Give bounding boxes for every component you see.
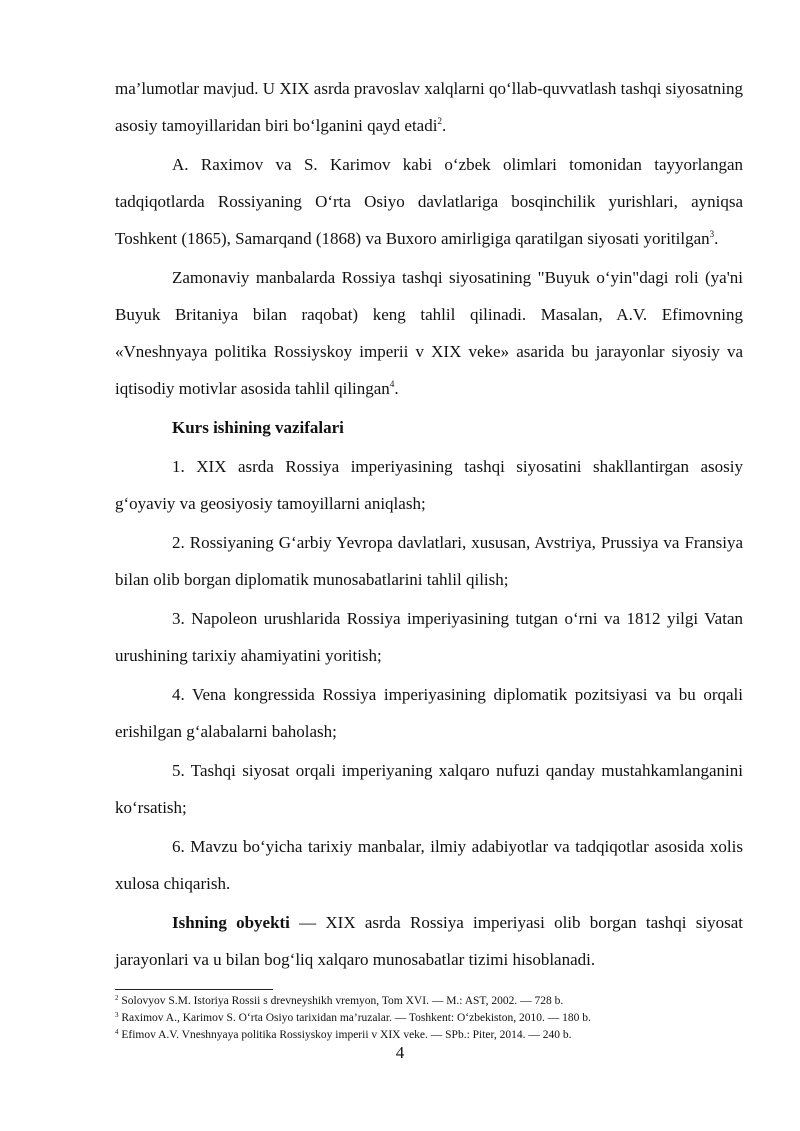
- section-heading: Kurs ishining vazifalari: [172, 418, 344, 437]
- page-number: 4: [395, 1043, 405, 1062]
- paragraph-1: ma’lumotlar mavjud. U XIX asrda pravoslav xalqlarni qo‘llab-quvvatlash tashqi siyosatning asosiy tamoyillaridan biri bo‘lganini qayd etadi$^2$.: [115, 79, 743, 135]
- task-item-6: 6. Mavzu bo‘yicha tarixiy manbalar, ilmiy adabiyotlar va tadqiqotlar asosida xolis xulosa chiqarish.: [115, 837, 743, 893]
- task-item-2: 2. Rossiyaning G‘arbiy Yevropa davlatlari, xususan, Avstriya, Prussiya va Fransiya bilan olib borgan diplomatik munosabatlarini tahlil qilish;: [115, 533, 743, 589]
- task-item-4: 4. Vena kongressida Rossiya imperiyasining diplomatik pozitsiyasi va bu orqali erishilgan g‘alabalarni baholash;: [115, 685, 743, 741]
- task-item-3: 3. Napoleon urushlarida Rossiya imperiyasining tutgan o‘rni va 1812 yilgi Vatan urushining tarixiy ahamiyatini yoritish;: [115, 609, 743, 665]
- task-item-1: 1. XIX asrda Rossiya imperiyasining tashqi siyosatini shakllantirgan asosiy g‘oyaviy va geosiyosiy tamoyillarni aniqlash;: [115, 457, 743, 513]
- footnote-ref-2: 2: [437, 116, 442, 126]
- footnote-3: $^3$ Raximov A., Karimov S. O‘rta Osiyo tarixidan ma’ruzalar. — Toshkent: O‘zbekiston, 2010. — 180 b.: [115, 1011, 591, 1024]
- paragraph-2: A. Raximov va S. Karimov kabi o‘zbek olimlari tomonidan tayyorlangan tadqiqotlarda Rossiyaning O‘rta Osiyo davlatlariga bosqinchilik yurishlari, ayniqsa Toshkent (1865), Samarqand (1868) va Buxoro amirligiga qaratilgan siyosati yoritilgan$^3$.: [115, 155, 743, 248]
- object-paragraph: Ishning obyekti — XIX asrda Rossiya imperiyasi olib borgan tashqi siyosat jarayonlari va u bilan bog‘liq xalqaro munosabatlar tizimi hisoblanadi.: [115, 913, 743, 969]
- object-label: Ishning obyekti: [172, 913, 290, 932]
- footnote-ref-3: 3: [709, 229, 715, 239]
- footnotes: [115, 993, 743, 1044]
- document-body: [115, 70, 743, 980]
- footnote-ref-4: 4: [389, 379, 395, 389]
- task-item-5: 5. Tashqi siyosat orqali imperiyaning xalqaro nufuzi qanday mustahkamlanganini ko‘rsatish;: [115, 761, 743, 817]
- footnote-4: $^4$ Efimov A.V. Vneshnyaya politika Rossiyskoy imperii v XIX veke. — SPb.: Piter, 2014. — 240 b.: [115, 1028, 572, 1041]
- paragraph-3: Zamonaviy manbalarda Rossiya tashqi siyosatining "Buyuk o‘yin"dagi roli (ya'ni Buyuk Britaniya bilan raqobat) keng tahlil qilinadi. Masalan, A.V. Efimovning «Vneshnyaya politika Rossiyskoy imperii v XIX veke» asarida bu jarayonlar siyosiy va iqtisodiy motivlar asosida tahlil qilingan$^4$.: [115, 268, 743, 398]
- footnote-2: $^2$ Solovyov S.M. Istoriya Rossii s drevneyshikh vremyon, Tom XVI. — M.: AST, 2002. — 728 b.: [115, 994, 564, 1007]
- footnote-separator: [115, 989, 273, 990]
